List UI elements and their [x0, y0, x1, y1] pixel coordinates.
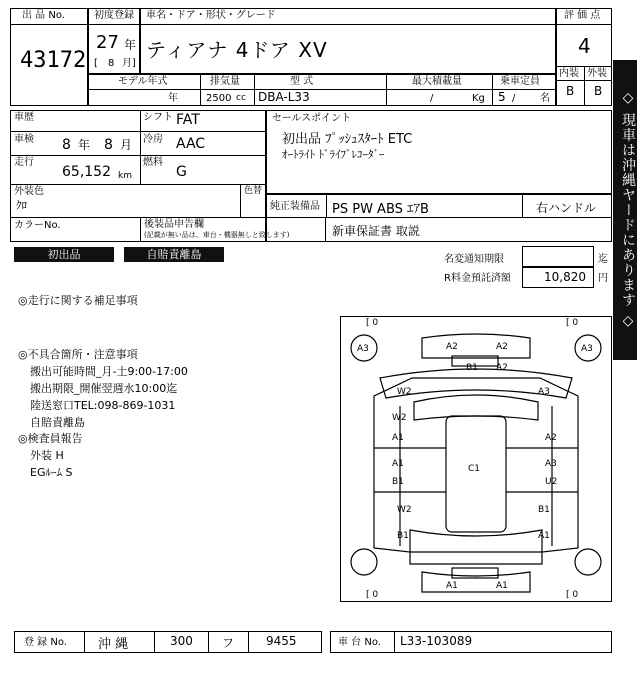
- capacity-separator: /: [512, 93, 516, 104]
- damage-mark: W2: [392, 413, 407, 423]
- standard-equipment: PS PW ABS ｴｱB: [332, 202, 429, 217]
- color-no-label: カラーNo.: [14, 220, 61, 231]
- roof-outline: [446, 416, 506, 532]
- reg-region: 沖 縄: [98, 637, 129, 652]
- corner-count-tr: [ 0: [566, 318, 579, 328]
- damage-mark: A1: [392, 459, 404, 469]
- damage-mark: A1: [446, 581, 458, 591]
- name-change-box: [522, 246, 594, 267]
- interior-label: 内装: [559, 68, 579, 79]
- exterior-color: ｸﾛ: [16, 199, 27, 212]
- warranty: 新車保証書 取説: [332, 224, 420, 238]
- damage-mark: W2: [397, 387, 412, 397]
- corner-count-bl: [ 0: [366, 590, 379, 600]
- inspection-month: 8: [104, 137, 113, 153]
- damage-mark: A1: [538, 531, 550, 541]
- registration-year: 27: [96, 32, 119, 53]
- inspection-month-unit: 月: [120, 138, 133, 152]
- damage-mark: A3: [581, 344, 593, 354]
- shift-value: FAT: [176, 112, 200, 128]
- reg-number: 9455: [266, 634, 297, 648]
- chassis-number-label: 車 台 No.: [338, 637, 381, 648]
- car-damage-diagram: [340, 316, 612, 602]
- recycle-fee-value: 10,820: [544, 270, 586, 284]
- car-name-label: 車名・ドア・形状・グレード: [146, 10, 276, 21]
- inspector-line: EGﾙｰﾑ S: [30, 466, 73, 479]
- name-change-unit: 迄: [598, 254, 608, 265]
- displacement: 2500: [206, 93, 232, 104]
- note-line: 自賠責離島: [30, 416, 85, 429]
- fuel-value: G: [176, 164, 187, 180]
- max-load-unit: Kg: [472, 93, 485, 104]
- model-year-unit: 年: [168, 93, 178, 104]
- damage-mark: C1: [468, 464, 481, 474]
- inspection-label: 車検: [14, 134, 34, 145]
- rear-trunk-outline: [410, 530, 542, 552]
- front-bumper-outline: [422, 334, 530, 358]
- damage-mark: A2: [446, 342, 458, 352]
- capacity-unit: 名: [540, 93, 550, 104]
- damage-mark: A2: [496, 363, 508, 373]
- reg-number-label: 登 録 No.: [24, 637, 67, 648]
- post-install-note: (記載が無い品は、車台・機器無しと致します): [144, 231, 290, 239]
- registration-year-unit: 年: [124, 38, 137, 52]
- damage-mark: U2: [545, 477, 558, 487]
- sales-points-line1: 初出品 ﾌﾟｯｼｭｽﾀｰﾄ ETC: [282, 132, 413, 147]
- model-code: DBA-L33: [258, 90, 310, 104]
- standard-equipment-label: 純正装備品: [270, 201, 320, 212]
- damage-mark: A3: [545, 459, 557, 469]
- exterior-color-label: 外装色: [14, 186, 44, 197]
- registration-month-unit: 月]: [122, 58, 136, 69]
- damage-mark: B1: [392, 477, 404, 487]
- inspector-heading: ◎検査員報告: [18, 432, 83, 445]
- steering-side: 右ハンドル: [536, 201, 597, 215]
- note-line: 搬出可能時間_月-土9:00-17:00: [30, 365, 188, 378]
- first-registration-label: 初度登録: [94, 10, 134, 21]
- damage-mark: B1: [466, 363, 478, 373]
- displacement-label: 排気量: [210, 76, 240, 87]
- registration-month: 8: [108, 58, 115, 69]
- insurance-badge: 自賠責離島: [124, 247, 224, 262]
- damage-mark: A3: [357, 344, 369, 354]
- inspection-year: 8: [62, 137, 71, 153]
- max-load-separator: /: [430, 93, 434, 104]
- color-change-label: 色替: [244, 186, 263, 196]
- recycle-fee-unit: 円: [598, 273, 608, 284]
- mileage: 65,152: [62, 164, 111, 180]
- damage-mark: B1: [538, 505, 550, 515]
- lot-number-label: 出 品 No.: [22, 10, 65, 21]
- month-open: [: [94, 58, 98, 69]
- ac-value: AAC: [176, 136, 206, 152]
- history-label: 車歴: [14, 112, 34, 123]
- exterior-score: B: [594, 84, 603, 98]
- driving-notes-heading: ◎走行に関する補足事項: [18, 294, 138, 307]
- post-install-label: 後装品申告欄: [144, 219, 204, 230]
- damage-mark: B1: [397, 531, 409, 541]
- max-load-label: 最大積載量: [412, 76, 462, 87]
- mileage-unit: km: [118, 171, 132, 181]
- interior-score: B: [566, 84, 575, 98]
- score-label: 評 価 点: [564, 10, 601, 21]
- damage-mark: A2: [496, 342, 508, 352]
- fuel-label: 燃料: [143, 157, 163, 168]
- score: 4: [578, 34, 591, 58]
- shift-label: シフト: [143, 112, 173, 123]
- corner-count-tl: [ 0: [366, 318, 379, 328]
- defects-heading: ◎不具合箇所・注意事項: [18, 348, 138, 361]
- exterior-label: 外装: [587, 68, 607, 79]
- inspector-line: 外装 H: [30, 449, 64, 462]
- inspection-year-unit: 年: [78, 138, 91, 152]
- note-line: 搬出期限_開催翌週水10:00迄: [30, 382, 178, 395]
- sales-points-label: セールスポイント: [272, 113, 352, 124]
- corner-count-br: [ 0: [566, 590, 579, 600]
- displacement-unit: cc: [236, 93, 246, 103]
- ac-label: 冷房: [143, 134, 163, 145]
- recycle-fee-label: R料金預託済額: [444, 273, 511, 284]
- reg-class: 300: [170, 634, 193, 648]
- name-change-label: 名変通知期限: [444, 254, 504, 265]
- reg-kana: フ: [222, 636, 235, 650]
- damage-mark: A2: [545, 433, 557, 443]
- rear-right-tire-icon: [575, 549, 601, 575]
- capacity-label: 乗車定員: [500, 76, 540, 87]
- chassis-number: L33-103089: [400, 634, 473, 648]
- car-name: ティアナ 4ドア XV: [146, 38, 328, 62]
- first-listing-badge: 初出品: [14, 247, 114, 262]
- rear-bumper-outline: [422, 572, 530, 592]
- damage-mark: A3: [538, 387, 550, 397]
- yard-location-banner: ◇ 現車は沖縄ヤードにあります ◇: [613, 60, 637, 360]
- damage-mark: W2: [397, 505, 412, 515]
- rear-left-tire-icon: [351, 549, 377, 575]
- sales-points-line2: ｵｰﾄﾗｲﾄ ﾄﾞﾗｲﾌﾞﾚｺｰﾀﾞｰ: [282, 148, 385, 161]
- note-line: 陸送窓口TEL:098-869-1031: [30, 399, 176, 412]
- lot-number: 43172: [20, 48, 87, 73]
- model-year-label: モデル年式: [118, 76, 168, 87]
- capacity: 5: [498, 90, 506, 104]
- damage-mark: A1: [496, 581, 508, 591]
- type-label: 型 式: [290, 76, 314, 87]
- mileage-label: 走行: [14, 157, 34, 168]
- damage-mark: A1: [392, 433, 404, 443]
